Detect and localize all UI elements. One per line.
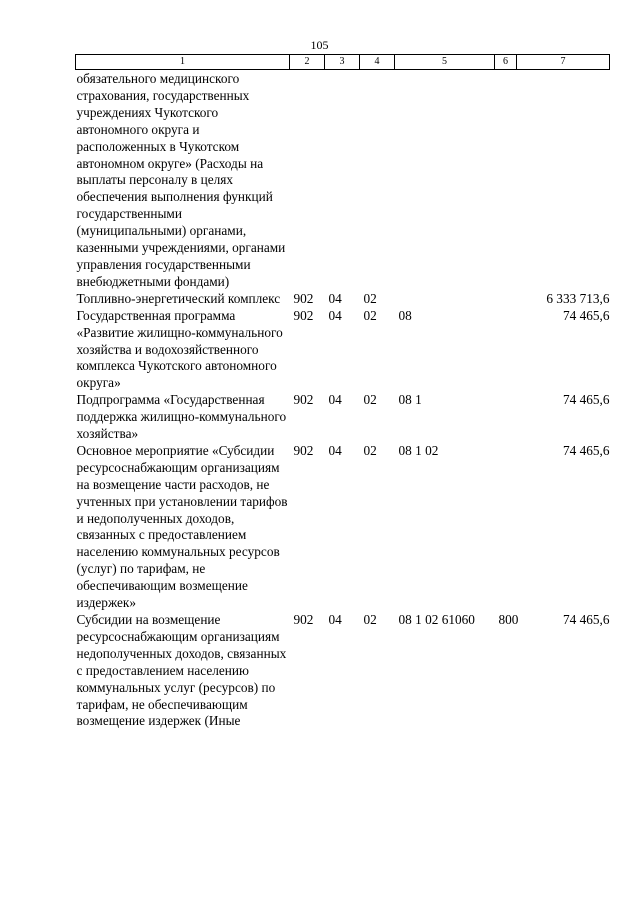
row-target: 08 1	[398, 392, 422, 408]
row-amount: 74 465,6	[562, 612, 610, 627]
row-section: 04	[328, 290, 342, 306]
row-name: Подпрограмма «Государственная поддержка жилищно-коммунального хозяйства»	[76, 392, 287, 442]
row-type	[495, 308, 517, 393]
row-subsection: 02	[363, 442, 377, 458]
row-subsection: 02	[363, 290, 377, 306]
row-ministry: 902	[293, 392, 314, 408]
row-ministry	[290, 70, 325, 291]
row-subsection: 02	[363, 392, 377, 408]
row-subsection: 02	[363, 612, 377, 627]
table-row	[76, 70, 610, 291]
row-ministry: 902	[293, 290, 314, 306]
row-subsection: 02	[363, 307, 377, 323]
row-type: 800	[498, 612, 519, 627]
page-number: 105	[310, 38, 329, 52]
row-name: Субсидии на возмещение ресурсоснабжающим организациям недополученных доходов, связанных с предоставлением населению коммунальных услуг (ресурсов) по тарифам, не обеспечивающим возмещение издержек (Иные	[76, 612, 287, 729]
row-amount: 74 465,6	[562, 442, 610, 458]
row-name: обязательного медицинского страхования, государственных учреждениях Чукотского автономного округа и расположенных в Чукотском автономном округе» (Расходы на выплаты персоналу в целях обеспечения выполнения функций государственными (муниципальными) органами, казенными учреждениями, органами управления государственными внебюджетными фондами)	[76, 71, 286, 289]
row-name: Основное мероприятие «Субсидии ресурсоснабжающим организациям на возмещение части расходов, не учтенных при установлении тарифов и недополученных доходов, связанных с предоставлением населению коммунальных ресурсов (услуг) по тарифам, не обеспечивающим возмещение издержек»	[76, 442, 288, 611]
row-ministry: 902	[293, 442, 314, 458]
row-type	[495, 392, 517, 443]
row-target: 08	[398, 307, 412, 323]
row-ministry: 902	[293, 307, 314, 323]
row-amount	[517, 70, 610, 291]
table-row	[76, 612, 610, 730]
table-row	[76, 291, 610, 308]
row-amount: 74 465,6	[562, 307, 610, 323]
row-target: 08 1 02	[398, 442, 439, 458]
row-amount: 74 465,6	[562, 392, 610, 408]
row-type	[495, 291, 517, 308]
row-subsection	[360, 70, 395, 291]
row-section: 04	[328, 392, 342, 408]
row-section: 04	[328, 612, 342, 627]
table-row	[76, 308, 610, 393]
table-row	[76, 443, 610, 612]
column-header-name: 1	[76, 55, 290, 70]
row-section: 04	[328, 442, 342, 458]
row-section	[325, 70, 360, 291]
row-name: Топливно-энергетический комплекс	[76, 290, 281, 306]
column-header-ministry: 2	[290, 55, 325, 70]
table-row	[76, 392, 610, 443]
row-type	[495, 70, 517, 291]
budget-table	[75, 54, 610, 730]
column-header-subsection: 4	[360, 55, 395, 70]
row-name: Государственная программа «Развитие жилищно-коммунального хозяйства и водохозяйственного комплекса Чукотского автономного округа»	[76, 307, 283, 391]
column-header-section: 3	[325, 55, 360, 70]
row-target	[395, 291, 495, 308]
row-amount: 6 333 713,6	[546, 290, 610, 306]
column-number-header	[76, 55, 610, 70]
row-target: 08 1 02 61060	[398, 612, 475, 627]
column-header-type: 6	[495, 55, 517, 70]
column-header-amount: 7	[517, 55, 610, 70]
row-section: 04	[328, 307, 342, 323]
column-header-target: 5	[395, 55, 495, 70]
row-ministry: 902	[293, 612, 314, 627]
row-target	[395, 70, 495, 291]
row-type	[495, 443, 517, 612]
